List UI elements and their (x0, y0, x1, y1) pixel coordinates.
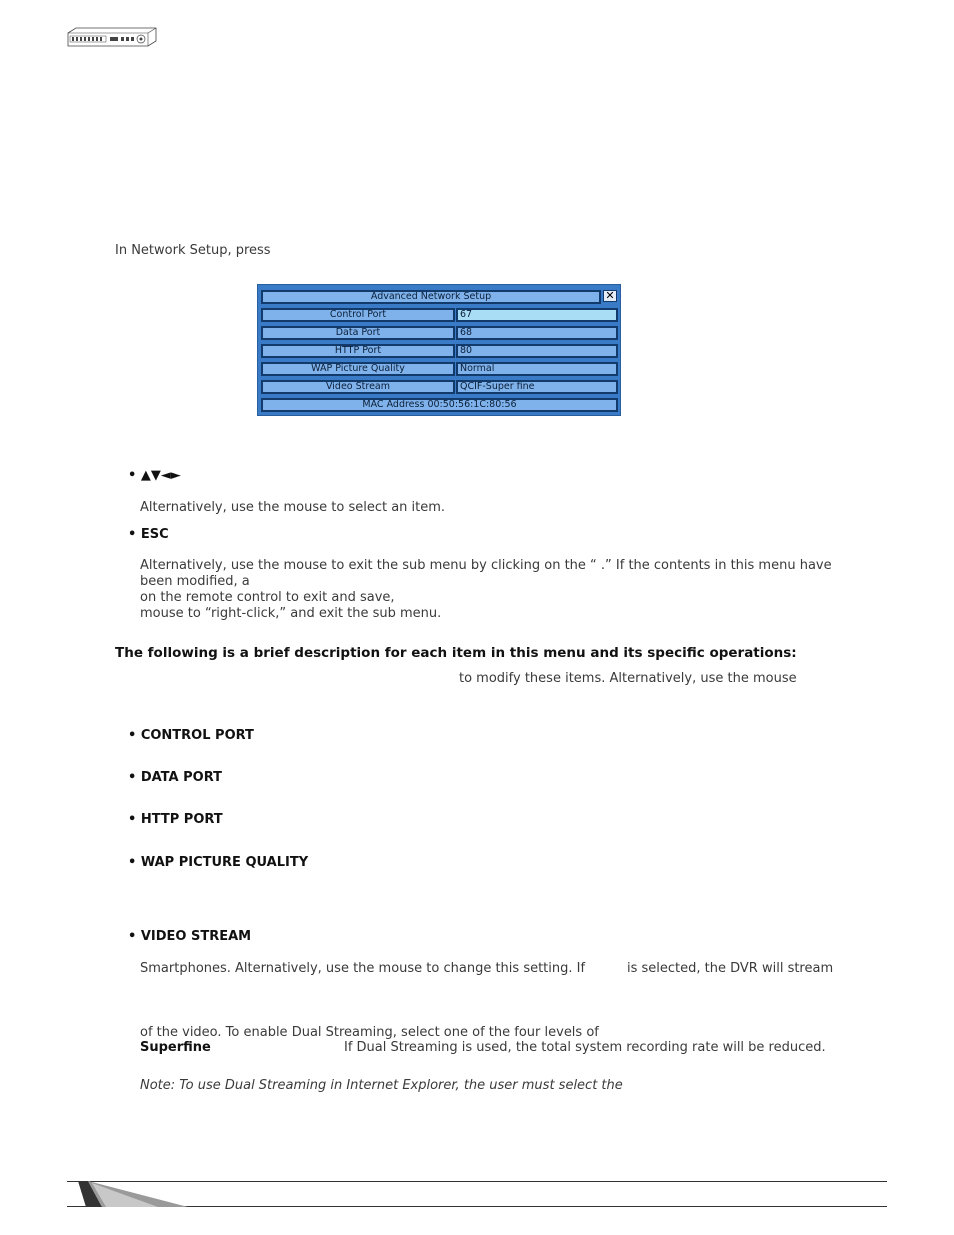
video-stream-line1a: Smartphones. Alternatively, use the mouse to change this setting. If (140, 961, 586, 976)
control-port-heading: • CONTROL PORT (128, 728, 254, 743)
arrow-keys-label: • ▲▼◄► (128, 468, 181, 483)
esc-desc-line2: been modified, a (140, 574, 250, 589)
superfine-label: Superfine (140, 1040, 211, 1055)
footer-rule-bottom (67, 1206, 887, 1207)
arrow-keys-desc: Alternatively, use the mouse to select an item. (140, 500, 446, 515)
video-stream-line3: If Dual Streaming is used, the total system recording rate will be reduced. (344, 1040, 826, 1055)
wap-picture-quality-value[interactable]: Normal (456, 362, 618, 376)
advanced-network-setup-dialog (257, 284, 621, 416)
data-port-heading: • DATA PORT (128, 770, 222, 785)
footer-logo-icon (78, 1181, 188, 1207)
http-port-heading: • HTTP PORT (128, 812, 223, 827)
video-stream-label: Video Stream (261, 380, 455, 394)
esc-label: • ESC (128, 527, 169, 542)
control-port-label: Control Port (261, 308, 455, 322)
close-button[interactable] (603, 290, 617, 302)
esc-desc-line4: mouse to “right-click,” and exit the sub menu. (140, 606, 442, 621)
esc-desc-line3: on the remote control to exit and save, (140, 590, 395, 605)
dvr-device-icon (66, 27, 158, 47)
items-heading: The following is a brief description for each item in this menu and its specific operations: (115, 645, 797, 661)
http-port-value[interactable]: 80 (456, 344, 618, 358)
data-port-value[interactable]: 68 (456, 326, 618, 340)
dual-streaming-note: Note: To use Dual Streaming in Internet Explorer, the user must select the (140, 1078, 623, 1093)
data-port-label: Data Port (261, 326, 455, 340)
wap-picture-quality-label: WAP Picture Quality (261, 362, 455, 376)
intro-text: In Network Setup, press (115, 243, 271, 258)
video-stream-heading: • VIDEO STREAM (128, 929, 252, 944)
http-port-label: HTTP Port (261, 344, 455, 358)
esc-desc-line1: Alternatively, use the mouse to exit the sub menu by clicking on the “ .” If the contents in this menu have (140, 558, 832, 573)
dialog-title: Advanced Network Setup (261, 290, 601, 304)
video-stream-line1b: is selected, the DVR will stream (627, 961, 834, 976)
control-port-value[interactable]: 67 (456, 308, 618, 322)
close-icon: ✕ (605, 289, 615, 302)
items-modify-text: to modify these items. Alternatively, use the mouse (459, 671, 797, 686)
wap-quality-heading: • WAP PICTURE QUALITY (128, 855, 309, 870)
video-stream-line2: of the video. To enable Dual Streaming, select one of the four levels of (140, 1025, 599, 1040)
video-stream-value[interactable]: QCIF-Super fine (456, 380, 618, 394)
footer-rule-top (67, 1181, 887, 1182)
mac-address: MAC Address 00:50:56:1C:80:56 (261, 398, 618, 412)
